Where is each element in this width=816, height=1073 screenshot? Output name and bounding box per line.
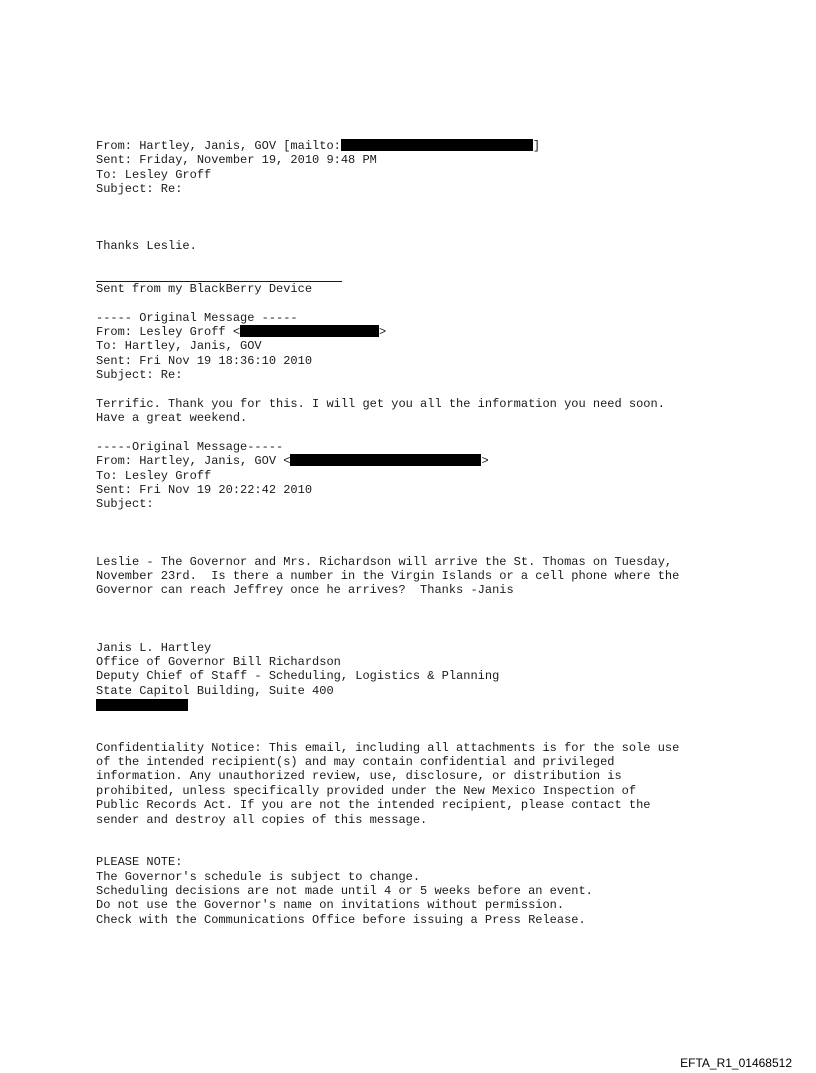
- original2-subject: Subject:: [96, 497, 154, 511]
- document-id: EFTA_R1_01468512: [680, 1056, 792, 1070]
- reply-body: Thanks Leslie.: [96, 239, 197, 253]
- signature-redaction: [96, 699, 188, 713]
- signature-line: Janis L. Hartley: [96, 641, 212, 655]
- reply-signature: Sent from my BlackBerry Device: [96, 282, 313, 296]
- confidentiality-line: information. Any unauthorized review, use, disclosure, or distribution is: [96, 769, 622, 783]
- redaction-bar: [96, 699, 188, 711]
- please-note-line: Scheduling decisions are not made until 4 or 5 weeks before an event.: [96, 884, 593, 898]
- please-note-line: The Governor's schedule is subject to change.: [96, 870, 421, 884]
- original1-to: To: Hartley, Janis, GOV: [96, 339, 262, 353]
- signature-line: Office of Governor Bill Richardson: [96, 655, 341, 669]
- original2-body-line: Governor can reach Jeffrey once he arrives? Thanks -Janis: [96, 583, 514, 597]
- confidentiality-line: prohibited, unless specifically provided under the New Mexico Inspection of: [96, 784, 637, 798]
- please-note-line: Do not use the Governor's name on invitations without permission.: [96, 898, 565, 912]
- confidentiality-line: Public Records Act. If you are not the intended recipient, please contact the: [96, 798, 651, 812]
- original1-subject: Subject: Re:: [96, 368, 183, 382]
- header-subject: Subject: Re:: [96, 182, 183, 196]
- confidentiality-line: sender and destroy all copies of this message.: [96, 813, 428, 827]
- original2-to: To: Lesley Groff: [96, 469, 212, 483]
- original2-body-line: Leslie - The Governor and Mrs. Richardson will arrive the St. Thomas on Tuesday,: [96, 555, 673, 569]
- redaction-bar: [290, 454, 481, 466]
- original1-body-line: Have a great weekend.: [96, 411, 248, 425]
- original2-from: From: Hartley, Janis, GOV < >: [96, 454, 489, 468]
- header-sent: Sent: Friday, November 19, 2010 9:48 PM: [96, 153, 377, 167]
- confidentiality-line: of the intended recipient(s) and may contain confidential and privileged: [96, 755, 615, 769]
- original1-body-line: Terrific. Thank you for this. I will get you all the information you need soon.: [96, 397, 665, 411]
- original1-sent: Sent: Fri Nov 19 18:36:10 2010: [96, 354, 313, 368]
- header-to: To: Lesley Groff: [96, 168, 212, 182]
- signature-line: Deputy Chief of Staff - Scheduling, Logistics & Planning: [96, 669, 500, 683]
- redaction-bar: [240, 325, 379, 337]
- confidentiality-line: Confidentiality Notice: This email, including all attachments is for the sole use: [96, 741, 680, 755]
- please-note-heading: PLEASE NOTE:: [96, 855, 183, 869]
- please-note-line: Check with the Communications Office before issuing a Press Release.: [96, 913, 586, 927]
- original2-sent: Sent: Fri Nov 19 20:22:42 2010: [96, 483, 313, 497]
- header-from: From: Hartley, Janis, GOV [mailto: ]: [96, 139, 541, 153]
- redaction-bar: [341, 139, 533, 151]
- signature-line: State Capitol Building, Suite 400: [96, 684, 334, 698]
- original2-body-line: November 23rd. Is there a number in the Virgin Islands or a cell phone where the: [96, 569, 680, 583]
- original2-separator: -----Original Message-----: [96, 440, 284, 454]
- original1-from: From: Lesley Groff < >: [96, 325, 387, 339]
- original1-separator: ----- Original Message -----: [96, 311, 298, 325]
